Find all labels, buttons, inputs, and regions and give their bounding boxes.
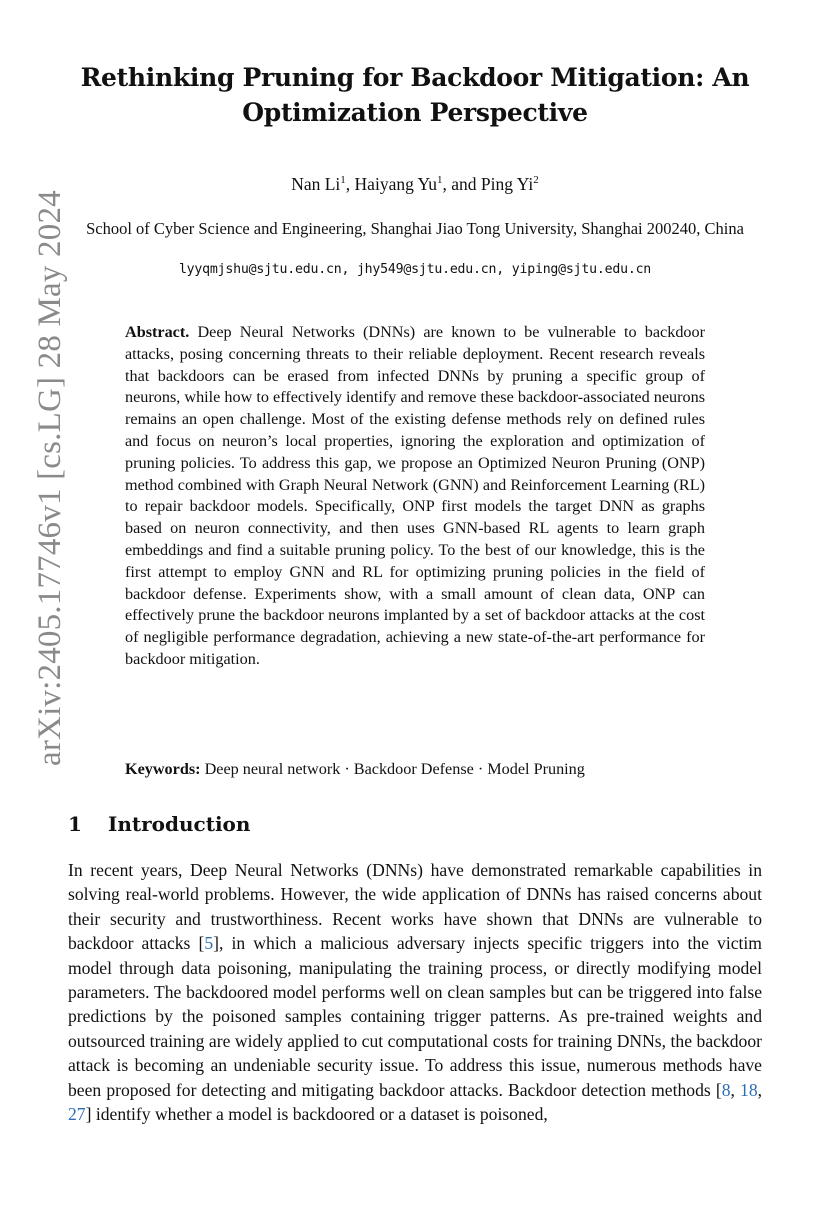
citation-link[interactable]: 18 <box>740 1079 758 1100</box>
author-affil-mark: 1 <box>437 174 443 187</box>
author-list: Nan Li$^1$, Haiyang Yu$^1$, and Ping Yi$^2$ <box>291 174 539 194</box>
keywords-label: Keywords: <box>125 760 201 778</box>
keywords <box>125 760 725 779</box>
section-number: 1 <box>68 812 82 836</box>
keywords-text: Deep neural network · Backdoor Defense · Model Pruning <box>204 760 585 778</box>
citation-link[interactable]: 27 <box>68 1104 86 1125</box>
author-name: Ping Yi <box>480 174 534 194</box>
arxiv-stamp: arXiv:2405.17746v1 [cs.LG] 28 May 2024 <box>32 190 68 766</box>
author-emails: lyyqmjshu@sjtu.edu.cn, jhy549@sjtu.edu.cn, yiping@sjtu.edu.cn <box>178 262 652 277</box>
citation-link[interactable]: 5 <box>204 933 214 954</box>
section-heading <box>68 812 250 836</box>
author-name: Haiyang Yu <box>354 174 438 194</box>
abstract-label: Abstract. <box>125 323 190 341</box>
affiliation: School of Cyber Science and Engineering, Shanghai Jiao Tong University, Shanghai 200240, China <box>86 219 744 238</box>
abstract <box>125 322 705 671</box>
citation-link[interactable]: 8 <box>721 1079 731 1100</box>
author-affil-mark: 2 <box>533 174 539 187</box>
section-title: Introduction <box>108 812 251 836</box>
author-name: Nan Li <box>291 174 341 194</box>
abstract-text: Deep Neural Networks (DNNs) are known to be vulnerable to backdoor attacks, posing concerning threats to their reliable deployment. Recent research reveals that backdoors can be erased from infected DNNs by pruning a specific group of neurons, while how to effectively identify and remove these backdoor-associated neurons remains an open challenge. Most of the existing defense methods rely on defined rules and focus on neuron’s local properties, ignoring the exploration and optimization of pruning policies. To address this gap, we propose an Optimized Neuron Pruning (ONP) method combined with Graph Neural Network (GNN) and Reinforcement Learning (RL) to repair backdoor models. Specifically, ONP first models the target DNN as graphs based on neuron connectivity, and then uses GNN-based RL agents to learn graph embeddings and find a suitable pruning policy. To the best of our knowledge, this is the first attempt to employ GNN and RL for optimizing pruning policies in the field of backdoor defense. Experiments show, with a small amount of clean data, ONP can effectively prune the backdoor neurons implanted by a set of backdoor attacks at the cost of negligible performance degradation, achieving a new state-of-the-art performance for backdoor mitigation. <box>125 323 706 668</box>
intro-paragraph: In recent years, Deep Neural Networks (DNNs) have demonstrated remarkable capabilities in solving real-world problems. However, the wide application of DNNs has raised concerns about their security and trustworthiness. Recent works have shown that DNNs are vulnerable to backdoor attacks [5], in which a malicious adversary injects specific triggers into the victim model through data poisoning, manipulating the training process, or directly modifying model parameters. The backdoored model performs well on clean samples but can be triggered into false predictions by the poisoned samples containing trigger patterns. As pre-trained weights and outsourced training are widely applied to cut computational costs for training DNNs, the backdoor attack is becoming an undeniable security issue. To address this issue, numerous methods have been proposed for detecting and mitigating backdoor attacks. Backdoor detection methods [8, 18, 27] identify whether a model is backdoored or a dataset is poisoned, <box>68 860 763 1125</box>
paper-title: Rethinking Pruning for Backdoor Mitigation: An Optimization Perspective <box>80 63 750 127</box>
author-affil-mark: 1 <box>340 174 346 187</box>
